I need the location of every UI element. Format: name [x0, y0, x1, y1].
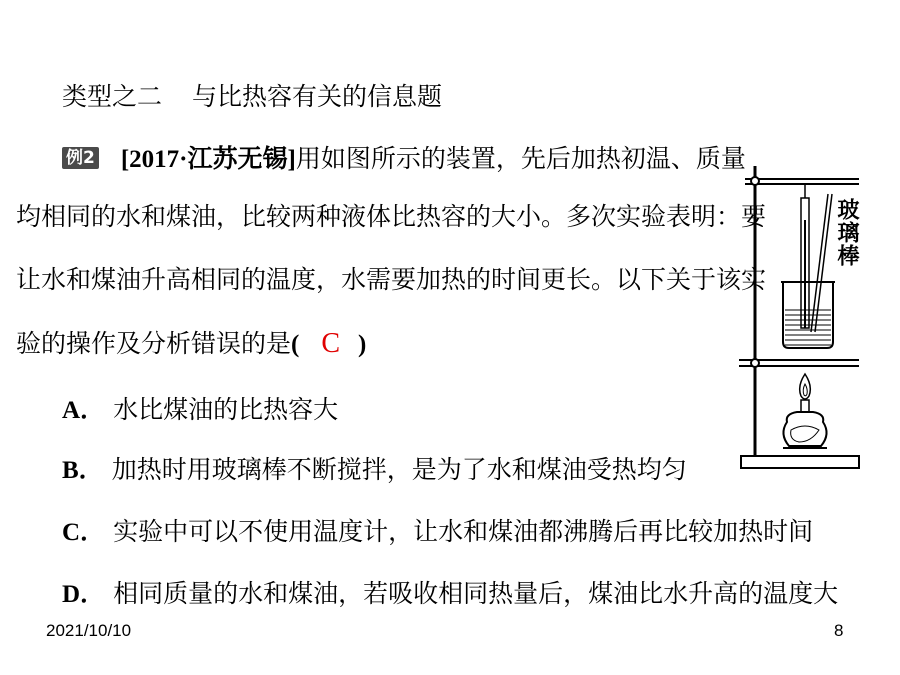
example-badge: 例2 — [62, 147, 99, 169]
option-text: 实验中可以不使用温度计，让水和煤油都沸腾后再比较加热时间 — [113, 517, 814, 546]
question-text-1: 用如图所示的装置，先后加热初温、质量 — [295, 144, 746, 173]
stand-base — [741, 456, 859, 468]
clamp-knob — [751, 177, 759, 185]
section-label: 类型之二 — [62, 82, 163, 111]
option-text: 加热时用玻璃棒不断搅拌，是为了水和煤油受热均匀 — [111, 455, 687, 484]
question-line-3: 让水和煤油升高相同的温度，水需要加热的时间更长。以下关于该实 — [16, 265, 767, 294]
section-heading — [62, 79, 442, 115]
footer-date: 2021/10/10 — [46, 621, 132, 640]
option-text: 相同质量的水和煤油，若吸收相同热量后，煤油比水升高的温度大 — [113, 579, 839, 608]
option-b — [62, 452, 687, 489]
question-line-2: 均相同的水和煤油，比较两种液体比热容的大小。多次实验表明：要 — [16, 202, 767, 231]
paren-close: ) — [358, 331, 367, 358]
option-c — [62, 514, 813, 551]
paren-open: ( — [291, 331, 300, 358]
question-source: [2017·江苏无锡] — [120, 146, 296, 173]
glass-rod-label: 玻璃棒 — [834, 198, 859, 267]
question-text-4: 验的操作及分析错误的是 — [16, 329, 292, 358]
option-a — [62, 392, 338, 429]
answer-value: C — [321, 328, 341, 359]
question-line-1 — [62, 141, 746, 178]
option-letter: A． — [62, 397, 106, 424]
option-letter: D． — [62, 581, 106, 608]
glass-rod — [811, 194, 828, 332]
question-line-4 — [16, 326, 366, 363]
option-text: 水比煤油的比热容大 — [113, 395, 339, 424]
page-number: 8 — [834, 621, 844, 640]
section-title: 与比热容有关的信息题 — [192, 82, 443, 111]
option-letter: B． — [62, 457, 104, 484]
option-d — [62, 576, 838, 613]
option-letter: C． — [62, 519, 106, 546]
